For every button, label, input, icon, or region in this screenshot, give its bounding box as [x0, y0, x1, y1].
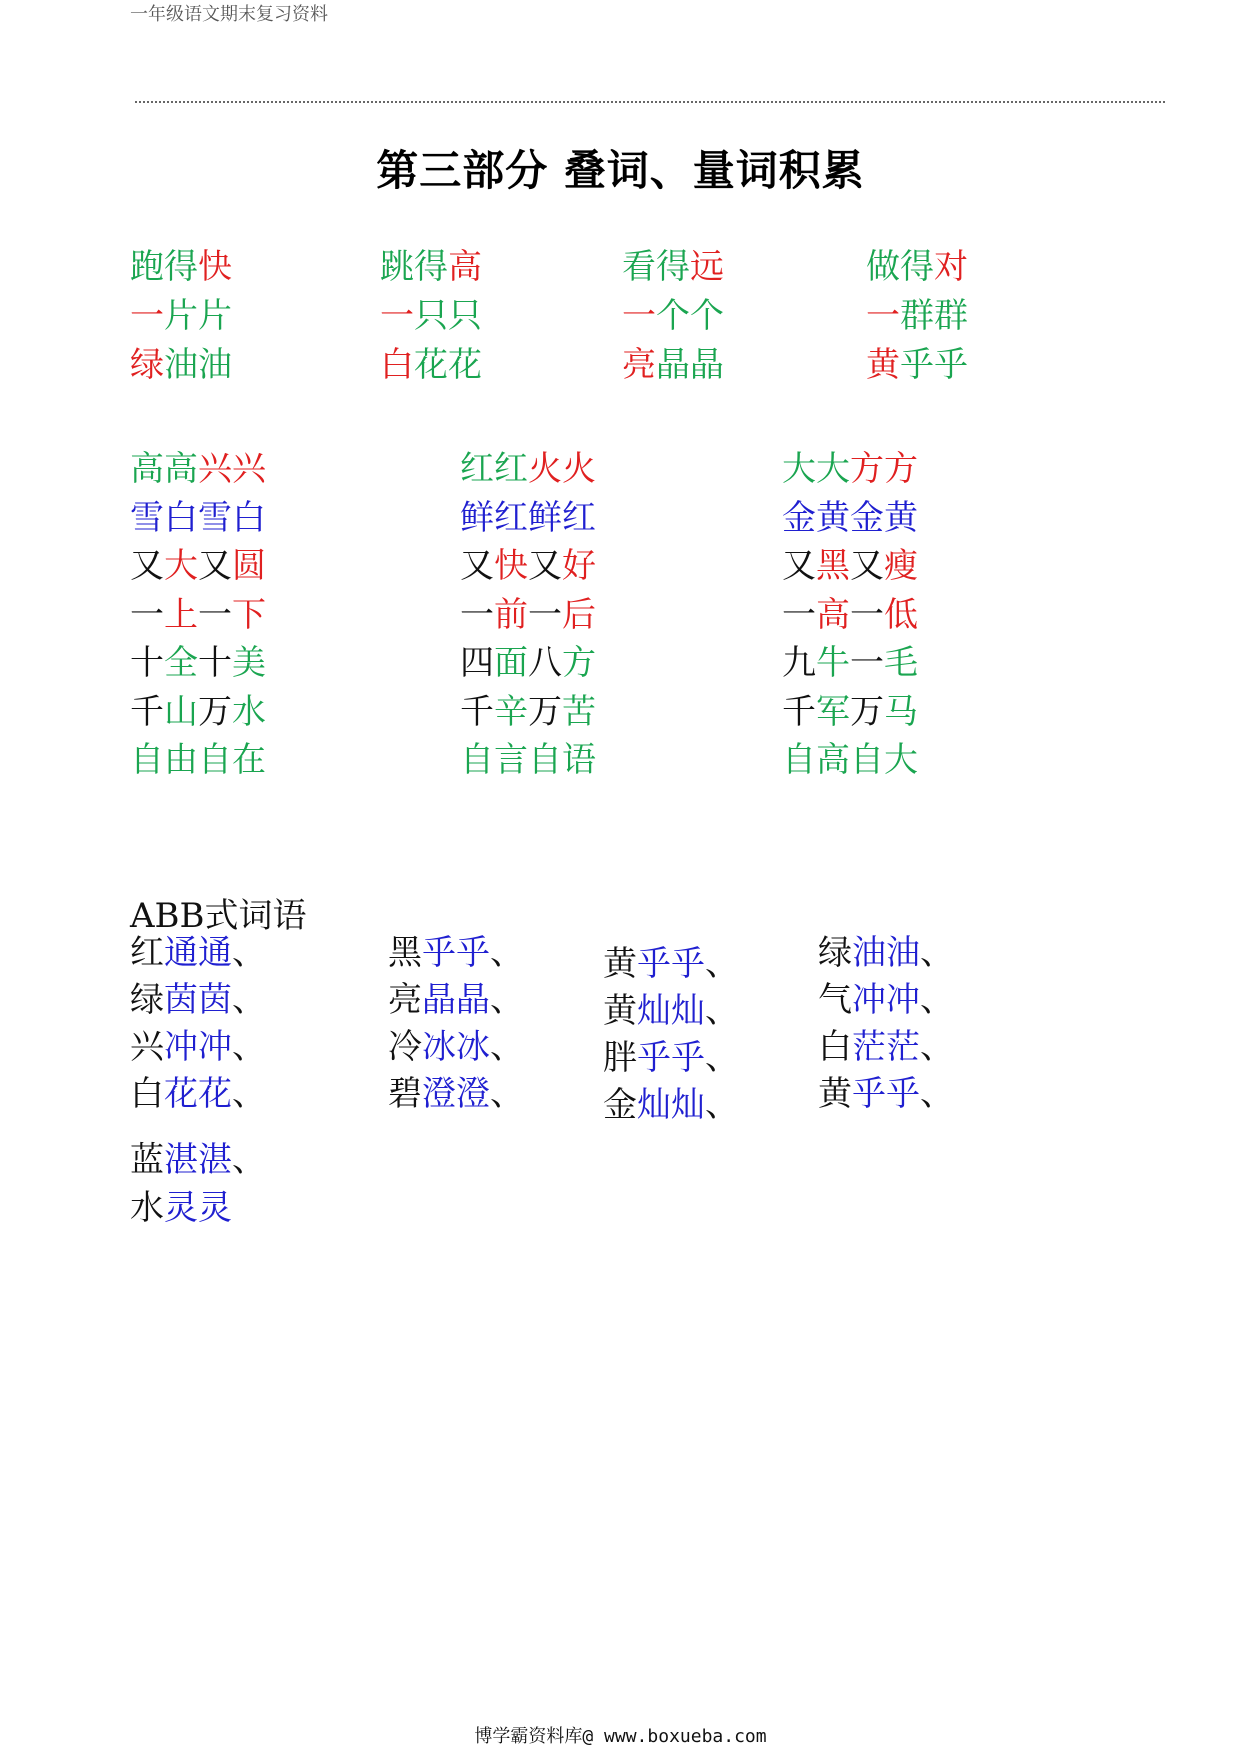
word-segment: 黄 [866, 345, 900, 385]
section1-word [130, 296, 232, 336]
word-segment: 群群 [900, 296, 968, 336]
word-segment: 牛 [816, 643, 850, 683]
word-segment: 灵灵 [164, 1188, 232, 1228]
section2-word [130, 740, 266, 780]
word-segment: 、 [232, 1027, 266, 1067]
section2-word [130, 595, 266, 635]
abb-word [603, 944, 739, 984]
word-segment: 、 [705, 1038, 739, 1078]
word-segment: 冰冰 [422, 1027, 490, 1067]
word-segment: 绿 [818, 933, 852, 973]
section1-word [622, 296, 724, 336]
word-segment: 千 [782, 692, 816, 732]
word-segment: 金黄金黄 [782, 498, 918, 538]
word-segment: 一 [782, 595, 816, 635]
abb-section-title: ABB式词语 [130, 896, 307, 936]
word-segment: 一 [866, 296, 900, 336]
section1-word [622, 345, 724, 385]
word-segment: 、 [920, 933, 954, 973]
word-segment: 黑 [816, 546, 850, 586]
word-segment: 片片 [164, 296, 232, 336]
word-segment: 一 [850, 643, 884, 683]
section1-word [866, 247, 968, 287]
word-segment: 山 [164, 692, 198, 732]
word-segment: 做得 [866, 247, 934, 287]
word-segment: 后 [562, 595, 596, 635]
word-segment: 万 [528, 692, 562, 732]
word-segment: 乎乎 [900, 345, 968, 385]
word-segment: 又 [460, 546, 494, 586]
word-segment: 九 [782, 643, 816, 683]
word-segment: 黄 [603, 991, 637, 1031]
word-segment: 瘦 [884, 546, 918, 586]
word-segment: 兴兴 [198, 449, 266, 489]
word-segment: 灿灿 [637, 1085, 705, 1125]
section1-word [380, 345, 482, 385]
word-segment: 、 [232, 1074, 266, 1114]
word-segment: 黄 [603, 944, 637, 984]
word-segment: 大 [164, 546, 198, 586]
word-segment: 苦 [562, 692, 596, 732]
section2-word [130, 643, 266, 683]
word-segment: 亮 [388, 980, 422, 1020]
section2-word [782, 449, 918, 489]
word-segment: 高 [816, 595, 850, 635]
word-segment: 又 [850, 546, 884, 586]
word-segment: 白 [818, 1027, 852, 1067]
word-segment: 圆 [232, 546, 266, 586]
abb-word [603, 991, 739, 1031]
abb-word [130, 980, 266, 1020]
page-title: 第三部分 叠词、量词积累 [376, 146, 865, 195]
word-segment: 、 [490, 933, 524, 973]
section2-word [782, 498, 918, 538]
word-segment: 、 [920, 1074, 954, 1114]
word-segment: 火火 [528, 449, 596, 489]
word-segment: 全 [164, 643, 198, 683]
word-segment: 只只 [414, 296, 482, 336]
section1-word [622, 247, 724, 287]
section2-word [782, 740, 918, 780]
word-segment: 鲜红鲜红 [460, 498, 596, 538]
word-segment: 四 [460, 643, 494, 683]
word-segment: 千 [130, 692, 164, 732]
word-segment: 马 [884, 692, 918, 732]
word-segment: 快 [198, 247, 232, 287]
word-segment: 快 [494, 546, 528, 586]
word-segment: 黑 [388, 933, 422, 973]
word-segment: 辛 [494, 692, 528, 732]
abb-word [388, 1074, 524, 1114]
word-segment: 晶晶 [422, 980, 490, 1020]
abb-word [388, 933, 524, 973]
word-segment: 、 [232, 933, 266, 973]
word-segment: 乎乎 [852, 1074, 920, 1114]
word-segment: 金 [603, 1085, 637, 1125]
word-segment: 十 [130, 643, 164, 683]
page-header: 一年级语文期末复习资料 [130, 4, 328, 25]
word-segment: 、 [920, 980, 954, 1020]
word-segment: 一 [528, 595, 562, 635]
section2-word [130, 449, 266, 489]
word-segment: 茫茫 [852, 1027, 920, 1067]
word-segment: 、 [920, 1027, 954, 1067]
section1-word [866, 296, 968, 336]
abb-word [388, 980, 524, 1020]
word-segment: 跑得 [130, 247, 198, 287]
word-segment: 前 [494, 595, 528, 635]
section1-word [380, 247, 482, 287]
word-segment: 、 [232, 980, 266, 1020]
page-footer: 博学霸资料库@ www.boxueba.com [474, 1726, 767, 1747]
word-segment: 白 [380, 345, 414, 385]
section2-word [460, 740, 596, 780]
word-segment: 红红 [460, 449, 528, 489]
dotted-divider [135, 101, 1165, 103]
section1-word [130, 247, 232, 287]
word-segment: 个个 [656, 296, 724, 336]
word-segment: 千 [460, 692, 494, 732]
word-segment: 远 [690, 247, 724, 287]
word-segment: 高高 [130, 449, 198, 489]
word-segment: 乎乎 [637, 1038, 705, 1078]
word-segment: 、 [232, 1140, 266, 1180]
word-segment: 晶晶 [656, 345, 724, 385]
word-segment: 高 [448, 247, 482, 287]
word-segment: 澄澄 [422, 1074, 490, 1114]
abb-word [130, 933, 266, 973]
word-segment: 乎乎 [422, 933, 490, 973]
word-segment: 水 [130, 1188, 164, 1228]
section2-word [460, 546, 596, 586]
word-segment: 自言自语 [460, 740, 596, 780]
abb-word [130, 1188, 232, 1228]
section2-word [460, 595, 596, 635]
abb-word [130, 1140, 266, 1180]
word-segment: 又 [130, 546, 164, 586]
word-segment: 白 [130, 1074, 164, 1114]
word-segment: 兴 [130, 1027, 164, 1067]
section2-word [782, 595, 918, 635]
word-segment: 、 [490, 1027, 524, 1067]
word-segment: 冲冲 [164, 1027, 232, 1067]
word-segment: 方 [562, 643, 596, 683]
word-segment: 毛 [884, 643, 918, 683]
section1-word [380, 296, 482, 336]
word-segment: 、 [705, 944, 739, 984]
word-segment: 碧 [388, 1074, 422, 1114]
word-segment: 下 [232, 595, 266, 635]
word-segment: 红 [130, 933, 164, 973]
word-segment: 美 [232, 643, 266, 683]
word-segment: 方方 [850, 449, 918, 489]
word-segment: 湛湛 [164, 1140, 232, 1180]
section2-word [460, 692, 596, 732]
section2-word [460, 643, 596, 683]
word-segment: 、 [490, 1074, 524, 1114]
word-segment: 水 [232, 692, 266, 732]
word-segment: 一 [380, 296, 414, 336]
word-segment: 低 [884, 595, 918, 635]
word-segment: 通通 [164, 933, 232, 973]
word-segment: 黄 [818, 1074, 852, 1114]
word-segment: 绿 [130, 980, 164, 1020]
word-segment: 又 [782, 546, 816, 586]
word-segment: 绿 [130, 345, 164, 385]
word-segment: 油油 [164, 345, 232, 385]
section2-word [782, 643, 918, 683]
word-segment: 冷 [388, 1027, 422, 1067]
word-segment: 冲冲 [852, 980, 920, 1020]
abb-word [818, 1074, 954, 1114]
word-segment: 十 [198, 643, 232, 683]
word-segment: 花花 [164, 1074, 232, 1114]
word-segment: 一 [130, 296, 164, 336]
word-segment: 一 [622, 296, 656, 336]
word-segment: 蓝 [130, 1140, 164, 1180]
word-segment: 、 [705, 991, 739, 1031]
word-segment: 灿灿 [637, 991, 705, 1031]
section2-word [460, 498, 596, 538]
abb-word [818, 980, 954, 1020]
word-segment: 看得 [622, 247, 690, 287]
word-segment: 雪白雪白 [130, 498, 266, 538]
abb-word [603, 1038, 739, 1078]
section2-word [130, 692, 266, 732]
section2-word [782, 692, 918, 732]
word-segment: 一 [130, 595, 164, 635]
abb-word [130, 1027, 266, 1067]
word-segment: 万 [198, 692, 232, 732]
abb-word [388, 1027, 524, 1067]
abb-word [130, 1074, 266, 1114]
word-segment: 对 [934, 247, 968, 287]
word-segment: 、 [490, 980, 524, 1020]
word-segment: 好 [562, 546, 596, 586]
word-segment: 又 [528, 546, 562, 586]
word-segment: 、 [705, 1085, 739, 1125]
word-segment: 气 [818, 980, 852, 1020]
word-segment: 一 [198, 595, 232, 635]
abb-word [818, 1027, 954, 1067]
section1-word [866, 345, 968, 385]
word-segment: 又 [198, 546, 232, 586]
section2-word [782, 546, 918, 586]
word-segment: 万 [850, 692, 884, 732]
word-segment: 一 [460, 595, 494, 635]
word-segment: 军 [816, 692, 850, 732]
word-segment: 自由自在 [130, 740, 266, 780]
section2-word [460, 449, 596, 489]
word-segment: 亮 [622, 345, 656, 385]
section2-word [130, 498, 266, 538]
word-segment: 自高自大 [782, 740, 918, 780]
word-segment: 跳得 [380, 247, 448, 287]
word-segment: 胖 [603, 1038, 637, 1078]
abb-word [603, 1085, 739, 1125]
word-segment: 油油 [852, 933, 920, 973]
word-segment: 面 [494, 643, 528, 683]
section1-word [130, 345, 232, 385]
word-segment: 乎乎 [637, 944, 705, 984]
word-segment: 大大 [782, 449, 850, 489]
word-segment: 茵茵 [164, 980, 232, 1020]
section2-word [130, 546, 266, 586]
abb-word [818, 933, 954, 973]
word-segment: 一 [850, 595, 884, 635]
word-segment: 八 [528, 643, 562, 683]
word-segment: 上 [164, 595, 198, 635]
word-segment: 花花 [414, 345, 482, 385]
